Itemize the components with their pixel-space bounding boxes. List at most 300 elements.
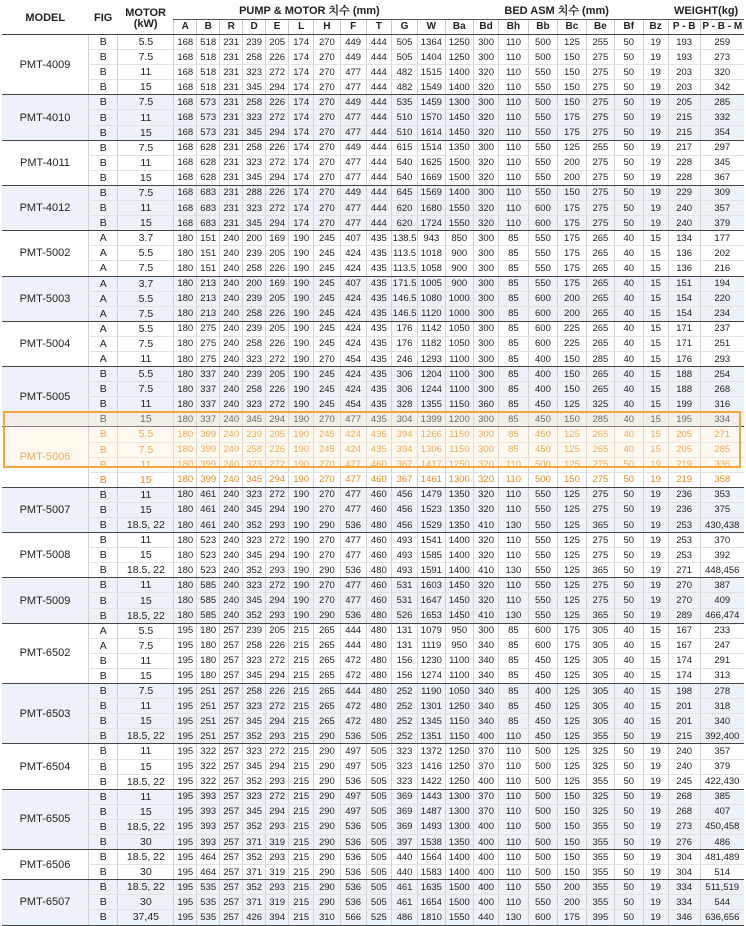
value-cell: 258 (243, 306, 266, 321)
value-cell: 195 (174, 910, 197, 925)
value-cell: 449 (340, 35, 366, 50)
value-cell: 410 (474, 608, 499, 623)
value-cell: 345 (243, 472, 266, 487)
value-cell: 477 (340, 548, 366, 563)
value-cell: 472 (340, 714, 366, 729)
value-cell: 370 (700, 533, 744, 548)
value-cell: 270 (668, 578, 700, 593)
value-cell: 190 (289, 608, 314, 623)
value-cell: 424 (340, 306, 366, 321)
value-cell: 365 (586, 608, 614, 623)
value-cell: 1450 (445, 593, 473, 608)
value-cell: 50 (615, 548, 643, 563)
value-cell: 50 (615, 593, 643, 608)
value-cell: 50 (615, 65, 643, 80)
value-cell: 500 (528, 744, 558, 759)
value-cell: 397 (391, 834, 417, 849)
value-cell: 304 (668, 850, 700, 865)
value-cell: 251 (700, 336, 744, 351)
value-cell: 456 (391, 487, 417, 502)
value-cell: 151 (197, 261, 220, 276)
value-cell: 464 (197, 850, 220, 865)
value-cell: 257 (220, 638, 243, 653)
value-cell: 337 (197, 397, 220, 412)
value-cell: 322 (197, 759, 220, 774)
value-cell: 272 (266, 699, 289, 714)
value-cell: 293 (266, 608, 289, 623)
value-cell: 194 (700, 276, 744, 291)
value-cell: 110 (499, 65, 529, 80)
value-cell: 477 (340, 487, 366, 502)
value-cell: 19 (643, 155, 668, 170)
value-cell: 900 (445, 246, 473, 261)
value-cell: 540 (391, 155, 417, 170)
table-row (2, 442, 744, 457)
value-cell: 19 (643, 759, 668, 774)
value-cell: 1364 (418, 35, 445, 50)
value-cell: 305 (586, 714, 614, 729)
value-cell: 426 (243, 910, 266, 925)
value-cell: 19 (643, 95, 668, 110)
subheader-cell: D (243, 20, 266, 35)
value-cell: 265 (586, 382, 614, 397)
value-cell: 505 (366, 850, 391, 865)
value-cell: 371 (243, 895, 266, 910)
value-cell: 195 (174, 789, 197, 804)
value-cell: 177 (700, 231, 744, 246)
value-cell: 460 (366, 593, 391, 608)
value-cell: 550 (528, 185, 558, 200)
value-cell: 300 (474, 50, 499, 65)
value-cell: 500 (528, 774, 558, 789)
value-cell: 251 (197, 714, 220, 729)
value-cell: 1120 (418, 306, 445, 321)
value-cell: 40 (615, 397, 643, 412)
value-cell: 340 (474, 653, 499, 668)
value-cell: 15 (643, 291, 668, 306)
value-cell: 85 (499, 367, 529, 382)
value-cell: 410 (474, 518, 499, 533)
table-row (2, 880, 744, 895)
model-cell: PMT-6506 (2, 850, 88, 880)
value-cell: 573 (197, 110, 220, 125)
value-cell: 85 (499, 351, 529, 366)
value-cell: 345 (243, 125, 266, 140)
value-cell: 477 (340, 170, 366, 185)
value-cell: 40 (615, 367, 643, 382)
value-cell: 40 (615, 231, 643, 246)
value-cell: 1266 (418, 427, 445, 442)
value-cell: 50 (615, 744, 643, 759)
value-cell: 477 (340, 65, 366, 80)
value-cell: 175 (558, 216, 586, 231)
value-cell: 19 (643, 140, 668, 155)
value-cell: 125 (558, 487, 586, 502)
value-cell: 205 (266, 623, 289, 638)
value-cell: 320 (474, 80, 499, 95)
fig-cell: B (88, 50, 118, 65)
motor-cell: 15 (118, 593, 174, 608)
value-cell: 40 (615, 382, 643, 397)
value-cell: 175 (558, 276, 586, 291)
value-cell: 150 (558, 472, 586, 487)
value-cell: 450 (528, 714, 558, 729)
value-cell: 270 (314, 457, 340, 472)
value-cell: 505 (366, 880, 391, 895)
value-cell: 272 (266, 155, 289, 170)
value-cell: 365 (586, 563, 614, 578)
table-row (2, 65, 744, 80)
value-cell: 180 (174, 231, 197, 246)
motor-cell: 11 (118, 397, 174, 412)
value-cell: 1591 (418, 563, 445, 578)
table-row (2, 276, 744, 291)
value-cell: 395 (586, 910, 614, 925)
value-cell: 323 (243, 201, 266, 216)
value-cell: 180 (174, 487, 197, 502)
value-cell: 357 (700, 744, 744, 759)
fig-cell: B (88, 155, 118, 170)
value-cell: 195 (174, 684, 197, 699)
value-cell: 195 (174, 653, 197, 668)
value-cell: 130 (499, 910, 529, 925)
value-cell: 367 (391, 472, 417, 487)
table-row (2, 306, 744, 321)
value-cell: 450 (528, 427, 558, 442)
value-cell: 293 (266, 563, 289, 578)
table-row (2, 789, 744, 804)
value-cell: 1404 (418, 50, 445, 65)
table-row (2, 201, 744, 216)
value-cell: 219 (668, 472, 700, 487)
value-cell: 110 (499, 533, 529, 548)
value-cell: 477 (340, 201, 366, 216)
value-cell: 110 (499, 502, 529, 517)
value-cell: 50 (615, 578, 643, 593)
value-cell: 150 (558, 804, 586, 819)
subheader-cell: T (366, 20, 391, 35)
motor-cell: 11 (118, 744, 174, 759)
value-cell: 325 (586, 397, 614, 412)
value-cell: 215 (668, 125, 700, 140)
value-cell: 226 (266, 140, 289, 155)
value-cell: 290 (314, 518, 340, 533)
value-cell: 110 (499, 80, 529, 95)
value-cell: 195 (174, 714, 197, 729)
subheader-cell: W (418, 20, 445, 35)
value-cell: 1250 (445, 774, 473, 789)
value-cell: 379 (700, 216, 744, 231)
value-cell: 125 (558, 653, 586, 668)
value-cell: 113.5 (391, 261, 417, 276)
value-cell: 229 (668, 185, 700, 200)
value-cell: 190 (289, 351, 314, 366)
value-cell: 320 (474, 548, 499, 563)
value-cell: 336 (700, 457, 744, 472)
value-cell: 213 (197, 306, 220, 321)
motor-cell: 15 (118, 759, 174, 774)
value-cell: 1100 (445, 653, 473, 668)
table-row (2, 819, 744, 834)
header-motor-unit: (kW) (133, 17, 158, 30)
subheader-cell: R (220, 20, 243, 35)
value-cell: 536 (340, 774, 366, 789)
value-cell: 110 (499, 865, 529, 880)
value-cell: 270 (314, 110, 340, 125)
value-cell: 275 (586, 548, 614, 563)
value-cell: 125 (558, 699, 586, 714)
value-cell: 435 (366, 321, 391, 336)
value-cell: 1300 (445, 804, 473, 819)
header-bed-group: BED ASM 치수 (mm) (445, 3, 668, 20)
value-cell: 215 (289, 668, 314, 683)
value-cell: 258 (243, 382, 266, 397)
value-cell: 290 (314, 880, 340, 895)
value-cell: 226 (266, 185, 289, 200)
value-cell: 323 (243, 578, 266, 593)
value-cell: 190 (289, 336, 314, 351)
value-cell: 449 (340, 185, 366, 200)
motor-cell: 7.5 (118, 382, 174, 397)
value-cell: 477 (340, 533, 366, 548)
value-cell: 477 (340, 155, 366, 170)
value-cell: 325 (586, 804, 614, 819)
value-cell: 435 (366, 276, 391, 291)
subheader-cell: P - B - M (700, 20, 744, 35)
value-cell: 477 (340, 110, 366, 125)
value-cell: 440 (474, 910, 499, 925)
motor-cell: 11 (118, 65, 174, 80)
value-cell: 573 (197, 95, 220, 110)
value-cell: 505 (366, 895, 391, 910)
fig-cell: B (88, 548, 118, 563)
value-cell: 550 (528, 593, 558, 608)
value-cell: 300 (474, 246, 499, 261)
fig-cell: B (88, 487, 118, 502)
value-cell: 240 (220, 246, 243, 261)
fig-cell: A (88, 321, 118, 336)
value-cell: 620 (391, 201, 417, 216)
table-row (2, 668, 744, 683)
value-cell: 1190 (418, 684, 445, 699)
table-row (2, 487, 744, 502)
value-cell: 1443 (418, 789, 445, 804)
value-cell: 195 (174, 819, 197, 834)
value-cell: 190 (289, 382, 314, 397)
value-cell: 300 (474, 442, 499, 457)
value-cell: 19 (643, 170, 668, 185)
value-cell: 50 (615, 834, 643, 849)
value-cell: 257 (220, 729, 243, 744)
value-cell: 294 (266, 759, 289, 774)
value-cell: 449 (340, 95, 366, 110)
subheader-cell: B (197, 20, 220, 35)
value-cell: 477 (340, 216, 366, 231)
value-cell: 1400 (445, 548, 473, 563)
value-cell: 110 (499, 140, 529, 155)
value-cell: 201 (668, 714, 700, 729)
motor-cell: 15 (118, 502, 174, 517)
value-cell: 550 (528, 563, 558, 578)
value-cell: 180 (174, 427, 197, 442)
value-cell: 125 (558, 35, 586, 50)
value-cell: 531 (391, 593, 417, 608)
value-cell: 290 (314, 744, 340, 759)
value-cell: 167 (668, 638, 700, 653)
value-cell: 270 (314, 351, 340, 366)
value-cell: 190 (289, 306, 314, 321)
value-cell: 265 (586, 291, 614, 306)
value-cell: 444 (366, 185, 391, 200)
value-cell: 290 (314, 563, 340, 578)
value-cell: 1300 (445, 95, 473, 110)
value-cell: 175 (558, 125, 586, 140)
value-cell: 136 (668, 261, 700, 276)
value-cell: 285 (700, 95, 744, 110)
value-cell: 444 (366, 170, 391, 185)
value-cell: 265 (586, 367, 614, 382)
value-cell: 275 (586, 216, 614, 231)
value-cell: 270 (314, 155, 340, 170)
fig-cell: A (88, 306, 118, 321)
value-cell: 15 (643, 367, 668, 382)
value-cell: 272 (266, 65, 289, 80)
fig-cell: A (88, 623, 118, 638)
value-cell: 300 (474, 95, 499, 110)
value-cell: 190 (289, 472, 314, 487)
value-cell: 1399 (418, 412, 445, 427)
value-cell: 19 (643, 804, 668, 819)
value-cell: 900 (445, 261, 473, 276)
value-cell: 272 (266, 653, 289, 668)
value-cell: 300 (474, 140, 499, 155)
table-row (2, 246, 744, 261)
value-cell: 320 (474, 593, 499, 608)
value-cell: 370 (474, 744, 499, 759)
value-cell: 1005 (418, 276, 445, 291)
value-cell: 146.5 (391, 291, 417, 306)
value-cell: 444 (366, 201, 391, 216)
value-cell: 1500 (445, 170, 473, 185)
value-cell: 1372 (418, 744, 445, 759)
value-cell: 231 (220, 65, 243, 80)
fig-cell: B (88, 834, 118, 849)
value-cell: 190 (289, 246, 314, 261)
value-cell: 407 (340, 276, 366, 291)
value-cell: 352 (243, 819, 266, 834)
value-cell: 125 (558, 714, 586, 729)
motor-cell: 7.5 (118, 684, 174, 699)
value-cell: 167 (668, 623, 700, 638)
value-cell: 15 (643, 351, 668, 366)
value-cell: 1400 (445, 185, 473, 200)
value-cell: 225 (558, 336, 586, 351)
table-row (2, 865, 744, 880)
motor-cell: 5.5 (118, 246, 174, 261)
value-cell: 19 (643, 185, 668, 200)
value-cell: 444 (366, 65, 391, 80)
value-cell: 355 (586, 850, 614, 865)
value-cell: 215 (289, 804, 314, 819)
value-cell: 1541 (418, 533, 445, 548)
value-cell: 168 (174, 216, 197, 231)
fig-cell: B (88, 608, 118, 623)
value-cell: 400 (528, 367, 558, 382)
motor-cell: 30 (118, 895, 174, 910)
value-cell: 435 (366, 336, 391, 351)
value-cell: 272 (266, 744, 289, 759)
value-cell: 480 (366, 699, 391, 714)
value-cell: 323 (391, 759, 417, 774)
table-row (2, 457, 744, 472)
value-cell: 136 (668, 246, 700, 261)
value-cell: 190 (289, 231, 314, 246)
value-cell: 110 (499, 457, 529, 472)
value-cell: 497 (340, 759, 366, 774)
value-cell: 195 (174, 623, 197, 638)
value-cell: 536 (340, 563, 366, 578)
value-cell: 50 (615, 80, 643, 95)
value-cell: 371 (243, 834, 266, 849)
value-cell: 480 (366, 668, 391, 683)
subheader-cell: E (266, 20, 289, 35)
model-cell: PMT-4010 (2, 95, 88, 140)
value-cell: 240 (220, 502, 243, 517)
value-cell: 550 (528, 80, 558, 95)
value-cell: 291 (700, 653, 744, 668)
value-cell: 272 (266, 578, 289, 593)
value-cell: 300 (474, 185, 499, 200)
value-cell: 257 (220, 759, 243, 774)
value-cell: 536 (340, 608, 366, 623)
value-cell: 300 (474, 321, 499, 336)
value-cell: 628 (197, 155, 220, 170)
value-cell: 240 (220, 261, 243, 276)
value-cell: 180 (174, 442, 197, 457)
motor-cell: 7.5 (118, 306, 174, 321)
value-cell: 110 (499, 110, 529, 125)
value-cell: 174 (289, 140, 314, 155)
value-cell: 15 (643, 668, 668, 683)
value-cell: 272 (266, 397, 289, 412)
value-cell: 271 (668, 563, 700, 578)
motor-cell: 15 (118, 804, 174, 819)
value-cell: 200 (558, 291, 586, 306)
value-cell: 125 (558, 744, 586, 759)
value-cell: 253 (668, 533, 700, 548)
value-cell: 15 (643, 397, 668, 412)
value-cell: 450 (528, 653, 558, 668)
value-cell: 50 (615, 35, 643, 50)
value-cell: 193 (668, 50, 700, 65)
value-cell: 265 (314, 668, 340, 683)
value-cell: 252 (391, 684, 417, 699)
value-cell: 40 (615, 638, 643, 653)
value-cell: 367 (391, 457, 417, 472)
value-cell: 245 (314, 306, 340, 321)
value-cell: 50 (615, 608, 643, 623)
table-row (2, 125, 744, 140)
value-cell: 444 (366, 95, 391, 110)
value-cell: 1355 (418, 397, 445, 412)
value-cell: 180 (174, 457, 197, 472)
fig-cell: B (88, 699, 118, 714)
value-cell: 180 (174, 382, 197, 397)
value-cell: 168 (174, 125, 197, 140)
value-cell: 50 (615, 804, 643, 819)
value-cell: 257 (220, 668, 243, 683)
value-cell: 245 (314, 231, 340, 246)
